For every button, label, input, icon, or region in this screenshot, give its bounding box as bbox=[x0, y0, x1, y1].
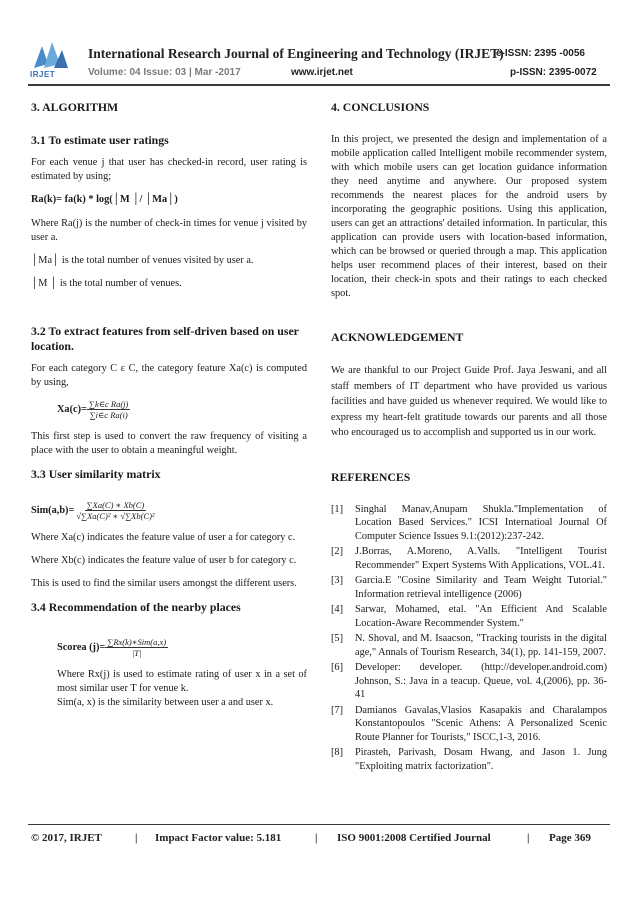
section-3-3-where-a: Where Xa(c) indicates the feature value of user a for category c. bbox=[31, 532, 296, 543]
section-3-1-text: For each venue j that user has checked-in record, user rating is estimated by using; bbox=[31, 157, 307, 182]
score-equation: Scorea (j)= $\frac{\text{∑Rx(k)∗Sim(a,x)}}{|T|}$ bbox=[57, 637, 167, 658]
logo-text: IRJET bbox=[30, 70, 56, 79]
footer-page-number: Page 369 bbox=[549, 832, 591, 844]
conclusions-heading: 4. CONCLUSIONS bbox=[331, 100, 430, 114]
reference-item: [7] Damianos Gavalas,Vlasios Kasapakis and Charalampos Konstantopoulos "Scenic Athens: A Personalized Scenic Route Planner for Tourists," ISCC,1-3, 2016. bbox=[331, 704, 607, 743]
reference-item: [3] Garcia.E "Cosine Similarity and Team Weight Tutorial." Information retrieval intelligence (2006) bbox=[331, 575, 607, 600]
section-3-3-where-b: Where Xb(c) indicates the feature value of user b for category c. bbox=[31, 555, 297, 566]
footer-rule bbox=[28, 824, 610, 825]
footer-impact-factor: Impact Factor value: 5.181 bbox=[155, 832, 282, 844]
page-header bbox=[0, 0, 638, 84]
section-3-2-explain: This first step is used to convert the raw frequency of visiting a place with the user to obtain a meaningful weight. bbox=[31, 431, 307, 456]
reference-list bbox=[331, 503, 607, 774]
eissn: e-ISSN: 2395 -0056 bbox=[496, 48, 585, 59]
section-3-3-heading: 3.3 User similarity matrix bbox=[31, 467, 161, 481]
section-3-1-where: Where Ra(j) is the number of check-in times for venue j visited by user a. bbox=[31, 218, 307, 243]
section-3-2-text: For each category C ε C, the category feature Xa(c) is computed by using, bbox=[31, 363, 307, 388]
section-3-1-m: │M │ is the total number of venues. bbox=[31, 278, 182, 289]
references-heading: REFERENCES bbox=[331, 469, 411, 484]
left-column bbox=[31, 100, 307, 719]
section-3-4-heading: 3.4 Recommendation of the nearby places bbox=[31, 600, 241, 614]
section-3-4-where: Where Rx(j) is used to estimate rating of user x in a set of most similar user T for venue k. bbox=[57, 669, 307, 694]
conclusions-text: In this project, we presented the design and implementation of a mobile application called Intelligent mobile recommender system, with which mobile users can get location guidance information they need anytime and anywhere. Our proposed system recommends the nearest places for the android users by incorporating the geographic positions. Using this application, users can get an attractions' detailed information. In particular, this application can provide users with location-based information, which can be browsed or queried through a map. This application helps user recommend places of their interest, based on their location, their check-in spots and their ratings to each checked spot. bbox=[331, 134, 607, 299]
reference-item: [8] Pirasteh, Parivash, Dosam Hwang, and Jason 1. Jung "Exploiting matrix factorization". bbox=[331, 747, 607, 772]
section-3-1-heading: 3.1 To estimate user ratings bbox=[31, 133, 169, 147]
reference-item: [5] N. Shoval, and M. Isaacson, "Tracking tourists in the digital age," Annals of Tourism Research, 34(1), pp. 141-159, 2007. bbox=[331, 633, 607, 658]
reference-item: [4] Sarwar, Mohamed, etal. "An Efficient And Scalable Location-Aware Recommender System." bbox=[331, 604, 607, 629]
feature-equation: Xa(c)= $\frac{\text{∑k∈c Ra(j)}}{\text{∑i∈c Ra(i)}}$ bbox=[57, 399, 129, 420]
reference-item: [1] Singhal Manav,Anupam Shukla."Implementation of Location Based Services." ICSI Internatioal Journal Of Computer Science Issues 9.1:(2012):237-242. bbox=[331, 503, 607, 542]
footer-separator: | bbox=[315, 832, 318, 844]
rating-equation: Ra(k)= fa(k) * log(│M │/ │Ma│) bbox=[31, 194, 178, 205]
footer-separator: | bbox=[135, 832, 138, 844]
section-3-2-heading: 3.2 To extract features from self-driven based on user location. bbox=[31, 324, 299, 353]
header-rule bbox=[28, 84, 610, 86]
section-3-4-sim: Sim(a, x) is the similarity between user a and user x. bbox=[57, 697, 274, 708]
algorithm-heading: 3. ALGORITHM bbox=[31, 100, 119, 114]
section-3-3-purpose: This is used to find the similar users amongst the different users. bbox=[31, 578, 297, 589]
website-link[interactable]: www.irjet.net bbox=[291, 67, 353, 78]
footer-copyright: © 2017, IRJET bbox=[31, 832, 102, 844]
footer-separator: | bbox=[527, 832, 530, 844]
section-3-1-ma: │Ma│ is the total number of venues visited by user a. bbox=[31, 255, 254, 266]
similarity-equation: Sim(a,b)= $\frac{\sum Xa(C) ∗ Xb(C)}{\text{√∑Xa(C)² ∗ √∑Xb(C)²}}$ bbox=[31, 500, 155, 521]
footer-iso: ISO 9001:2008 Certified Journal bbox=[337, 832, 491, 844]
acknowledgement-heading: ACKNOWLEDGEMENT bbox=[331, 330, 464, 344]
volume-info: Volume: 04 Issue: 03 | Mar -2017 bbox=[88, 67, 241, 78]
reference-item[interactable]: [6] Developer: developer. (http://developer.android.com) Johnson, S.: Java in a teacup. Queue, vol. 4,(2006), pp. 36-41 bbox=[331, 662, 607, 700]
pissn: p-ISSN: 2395-0072 bbox=[510, 67, 597, 78]
journal-name: International Research Journal of Engineering and Technology (IRJET) bbox=[88, 46, 504, 61]
reference-item: [2] J.Borras, A.Moreno, A.Valls. "Intelligent Tourist Recommender" Expert Systems With Applications, VOL.41. bbox=[331, 546, 607, 571]
right-column bbox=[331, 100, 607, 775]
acknowledgement-text: We are thankful to our Project Guide Prof. Jaya Jeswani, and all staff members of IT department who have provided us various facilities and have guided us whenever required. We would like to express my heart-felt gratitude towards our parents and all those who encouraged us to accomplish and supported us in our work. bbox=[331, 365, 607, 438]
